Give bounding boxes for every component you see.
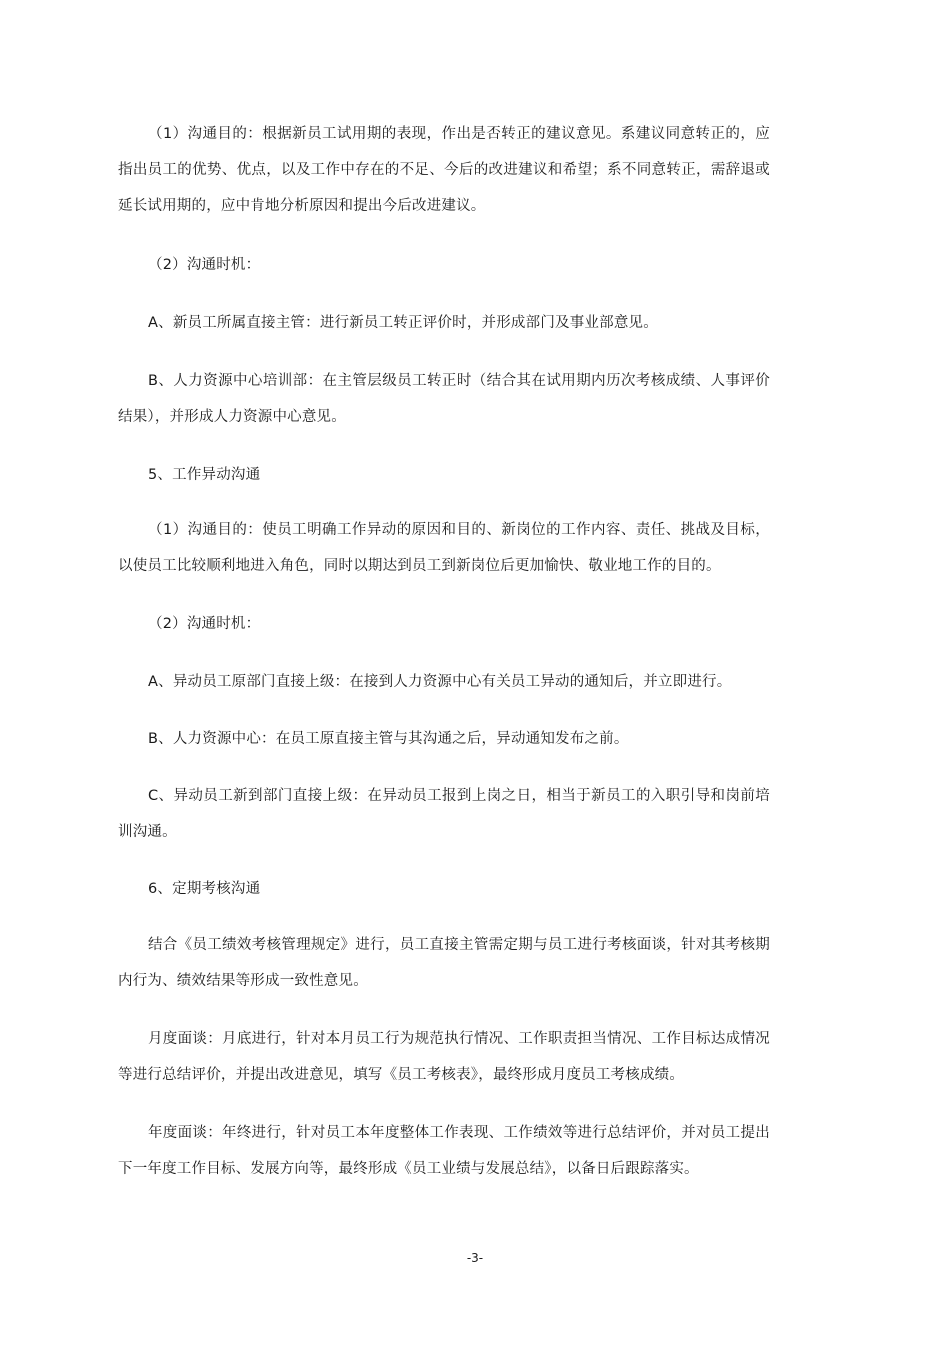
paragraph-job-change-purpose: （1）沟通目的：使员工明确工作异动的原因和目的、新岗位的工作内容、责任、挑战及目标，以使员工比较顺利地进入角色，同时以期达到员工到新岗位后更加愉快、敬业地工作的目的。: [118, 522, 770, 574]
page-number: -3-: [466, 1251, 484, 1265]
section-heading-periodic-review: 6、定期考核沟通: [148, 881, 261, 897]
section-heading-job-change: 5、工作异动沟通: [148, 467, 261, 483]
paragraph-job-change-timing-b: B、人力资源中心：在员工原直接主管与其沟通之后，异动通知发布之前。: [148, 731, 629, 747]
paragraph-monthly-review: 月度面谈：月底进行，针对本月员工行为规范执行情况、工作职责担当情况、工作目标达成情况等进行总结评价，并提出改进意见，填写《员工考核表》，最终形成月度员工考核成绩。: [118, 1031, 770, 1083]
paragraph-job-change-timing-a: A、异动员工原部门直接上级：在接到人力资源中心有关员工异动的通知后，并立即进行。: [148, 674, 732, 690]
paragraph-probation-timing-b: B、人力资源中心培训部：在主管层级员工转正时（结合其在试用期内历次考核成绩、人事评价结果），并形成人力资源中心意见。: [118, 373, 770, 425]
paragraph-job-change-timing-heading: （2）沟通时机：: [148, 616, 261, 632]
paragraph-annual-review: 年度面谈：年终进行，针对员工本年度整体工作表现、工作绩效等进行总结评价，并对员工提出下一年度工作目标、发展方向等，最终形成《员工业绩与发展总结》，以备日后跟踪落实。: [118, 1125, 770, 1177]
paragraph-periodic-review-intro: 结合《员工绩效考核管理规定》进行，员工直接主管需定期与员工进行考核面谈，针对其考核期内行为、绩效结果等形成一致性意见。: [118, 937, 770, 989]
paragraph-job-change-timing-c: C、异动员工新到部门直接上级：在异动员工报到上岗之日，相当于新员工的入职引导和岗前培训沟通。: [118, 788, 770, 840]
paragraph-probation-purpose: （1）沟通目的：根据新员工试用期的表现，作出是否转正的建议意见。系建议同意转正的，应指出员工的优势、优点，以及工作中存在的不足、今后的改进建议和希望；系不同意转正，需辞退或延长试用期的，应中肯地分析原因和提出今后改进建议。: [118, 126, 770, 214]
paragraph-probation-timing-a: A、新员工所属直接主管：进行新员工转正评价时，并形成部门及事业部意见。: [148, 315, 658, 331]
paragraph-probation-timing-heading: （2）沟通时机：: [148, 257, 261, 273]
